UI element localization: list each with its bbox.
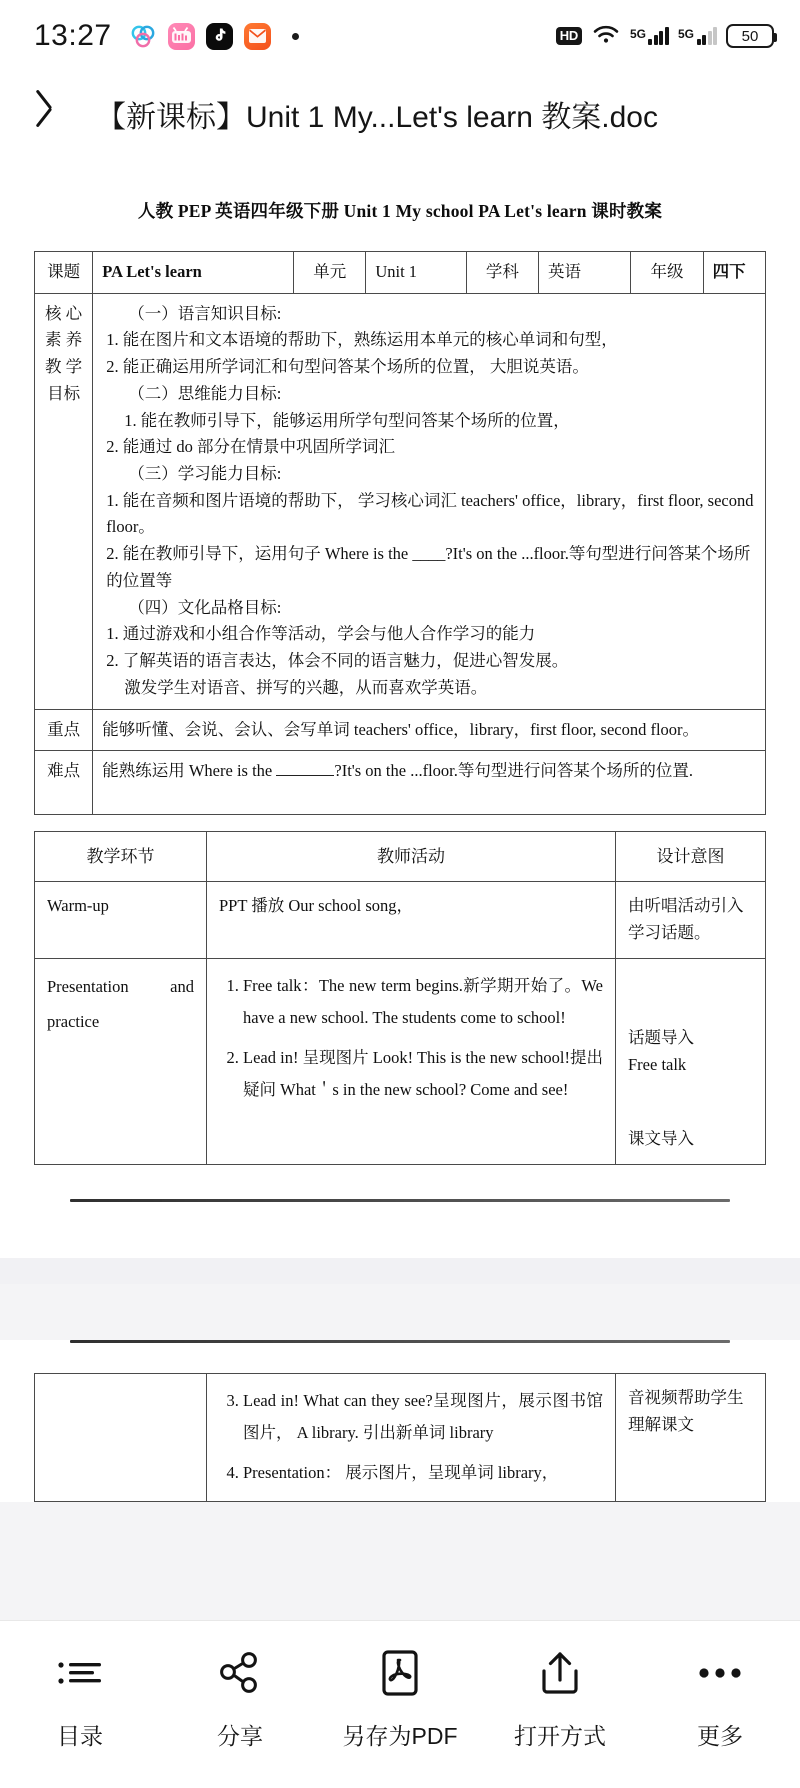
open-with-upload-icon bbox=[534, 1647, 586, 1699]
table-row bbox=[35, 252, 766, 294]
label-subject: 学科 bbox=[466, 252, 538, 294]
title-bar bbox=[0, 72, 800, 156]
stage-continued bbox=[35, 1374, 207, 1502]
activity-step-list-continued bbox=[243, 1385, 603, 1490]
activity-warmup: PPT 播放 Our school song， bbox=[207, 882, 616, 958]
list-item: 3. Lead in! What can they see?呈现图片，展示图书馆图片， A library. 引出新单词 library bbox=[243, 1385, 603, 1449]
objective-item: 2. 能正确运用所学词汇和句型问答某个场所的位置， 大胆说英语。 bbox=[106, 357, 589, 377]
activity-presentation bbox=[207, 958, 616, 1164]
more-dots-icon bbox=[694, 1647, 746, 1699]
intent-warmup bbox=[616, 882, 766, 958]
objectives-label-line-2: 素 养 bbox=[45, 330, 83, 350]
objective-item: 激发学生对语音、拼写的兴趣，从而喜欢学英语。 bbox=[124, 677, 488, 697]
toolbar-item-more[interactable] bbox=[653, 1647, 787, 1751]
activity-step-list bbox=[243, 970, 603, 1107]
stage-warmup: Warm-up bbox=[35, 882, 207, 958]
objective-item: 1. 通过游戏和小组合作等活动，学会与他人合作学习的能力 bbox=[106, 624, 536, 644]
objective-item: 1. 能在图片和文本语境的帮助下，熟练运用本单元的核心单词和句型， bbox=[106, 330, 618, 350]
objective-item: 2. 能通过 do 部分在情景中巩固所学词汇 bbox=[106, 437, 395, 457]
fill-blank-underline bbox=[276, 761, 334, 777]
table-row-objectives bbox=[35, 293, 766, 709]
objective-section-title: （四）文化品格目标: bbox=[128, 597, 282, 617]
objectives-label-line-1: 核 心 bbox=[45, 303, 83, 323]
intent-line: 课文导入 bbox=[628, 1129, 694, 1149]
document-page-2 bbox=[0, 1340, 800, 1502]
header-intent: 设计意图 bbox=[616, 831, 766, 882]
share-icon bbox=[214, 1647, 266, 1699]
bottom-toolbar bbox=[0, 1620, 800, 1788]
hd-voice-icon: HD bbox=[556, 27, 582, 45]
stage-presentation: Presentation and practice bbox=[35, 958, 207, 1164]
list-item: 1. Free talk：The new term begins.新学期开始了。We have a new school. The students come to school! bbox=[243, 970, 603, 1034]
intent-line: 音视频帮助学生 bbox=[628, 1388, 744, 1408]
intent-presentation bbox=[616, 958, 766, 1164]
difficult-point-text bbox=[93, 751, 766, 815]
status-notification-icons bbox=[130, 23, 299, 50]
key-point-label: 重点 bbox=[35, 709, 93, 751]
intent-line: 由听唱活动引入 bbox=[628, 896, 744, 916]
label-unit: 单元 bbox=[294, 252, 366, 294]
lesson-info-table bbox=[34, 251, 766, 815]
document-page-1 bbox=[0, 156, 800, 1258]
header-stage: 教学环节 bbox=[35, 831, 207, 882]
list-catalog-icon bbox=[54, 1647, 106, 1699]
wifi-icon bbox=[591, 22, 621, 51]
label-grade: 年级 bbox=[631, 252, 703, 294]
pdf-icon bbox=[374, 1647, 426, 1699]
label-topic: 课题 bbox=[35, 252, 93, 294]
status-system-icons bbox=[556, 22, 774, 51]
toolbar-item-save-pdf[interactable] bbox=[333, 1647, 467, 1751]
bilibili-app-icon bbox=[168, 23, 195, 50]
notification-dot-icon bbox=[292, 33, 299, 40]
intent-continued bbox=[616, 1374, 766, 1502]
table-header-row bbox=[35, 831, 766, 882]
objective-section-title: （三）学习能力目标: bbox=[128, 464, 282, 484]
back-chevron-icon[interactable] bbox=[40, 91, 74, 137]
key-point-text: 能够听懂、会说、会认、会写单词 teachers' office，library，first floor, second floor。 bbox=[93, 709, 766, 751]
toolbar-item-open-with[interactable] bbox=[493, 1647, 627, 1751]
list-item: 4. Presentation： 展示图片，呈现单词 library， bbox=[243, 1457, 603, 1489]
page-separator-gap bbox=[0, 1258, 800, 1284]
objectives-label-line-4: 目标 bbox=[47, 383, 81, 403]
table-row-difficult-point bbox=[35, 751, 766, 815]
document-viewport[interactable] bbox=[0, 156, 800, 1620]
header-activity: 教师活动 bbox=[207, 831, 616, 882]
intent-line: Free talk bbox=[628, 1054, 687, 1074]
procedure-table bbox=[34, 831, 766, 1165]
document-heading: 人教 PEP 英语四年级下册 Unit 1 My school PA Let's learn 课时教案 bbox=[137, 201, 663, 221]
toolbar-label-more: 更多 bbox=[697, 1723, 743, 1749]
document-title: 【新课标】Unit 1 My...Let's learn 教案.doc bbox=[96, 101, 658, 134]
list-item: 2. Lead in! 呈现图片 Look! This is the new school!提出疑问 What＇s in the new school? Come and see! bbox=[243, 1042, 603, 1106]
table-row-key-point bbox=[35, 709, 766, 751]
table-row-continued bbox=[35, 1374, 766, 1502]
signal-5g-secondary-icon: 5G bbox=[678, 27, 717, 45]
objective-section-title: （二）思维能力目标: bbox=[128, 383, 282, 403]
toolbar-label-save-pdf: 另存为PDF bbox=[342, 1723, 458, 1749]
value-unit: Unit 1 bbox=[366, 252, 466, 294]
objective-item: 2. 能在教师引导下，运用句子 Where is the ____?It's on the ...floor.等句型进行问答某个场所的位置等 bbox=[106, 544, 751, 590]
status-clock: 13:27 bbox=[34, 19, 112, 52]
objectives-row-label bbox=[35, 293, 93, 709]
difficult-point-label: 难点 bbox=[35, 751, 93, 815]
objectives-content bbox=[93, 293, 766, 709]
difficult-point-text-before: 能熟练运用 Where is the bbox=[102, 761, 277, 781]
value-subject: 英语 bbox=[539, 252, 631, 294]
objective-section-title: （一）语言知识目标: bbox=[128, 303, 282, 323]
signal-5g-primary-icon: 5G bbox=[630, 27, 669, 45]
difficult-point-text-after: ?It's on the ...floor.等句型进行问答某个场所的位置. bbox=[334, 761, 693, 781]
procedure-table-continued bbox=[34, 1373, 766, 1502]
table-row-presentation bbox=[35, 958, 766, 1164]
objective-item: 1. 能在音频和图片语境的帮助下， 学习核心词汇 teachers' office，library，first floor, second floor。 bbox=[106, 490, 754, 537]
objective-item: 2. 了解英语的语言表达，体会不同的语言魅力，促进心智发展。 bbox=[106, 651, 569, 671]
toolbar-label-share: 分享 bbox=[217, 1723, 263, 1749]
status-bar bbox=[0, 0, 800, 72]
intent-line: 话题导入 bbox=[628, 1027, 694, 1047]
cloud-app-icon bbox=[130, 23, 157, 50]
mail-app-icon bbox=[244, 23, 271, 50]
intent-line: 学习话题。 bbox=[628, 923, 711, 943]
intent-line: 理解课文 bbox=[628, 1414, 694, 1434]
toolbar-label-catalog: 目录 bbox=[57, 1723, 103, 1749]
activity-continued bbox=[207, 1374, 616, 1502]
battery-indicator: 50 bbox=[726, 24, 774, 48]
page-top-rule bbox=[70, 1340, 730, 1343]
value-grade: 四下 bbox=[703, 252, 765, 294]
value-topic: PA Let's learn bbox=[93, 252, 294, 294]
tiktok-app-icon bbox=[206, 23, 233, 50]
objective-item: 1. 能在教师引导下，能够运用所学句型问答某个场所的位置， bbox=[124, 410, 570, 430]
toolbar-label-open-with: 打开方式 bbox=[514, 1723, 606, 1749]
table-row-warmup bbox=[35, 882, 766, 958]
objectives-label-line-3: 教 学 bbox=[45, 357, 83, 377]
toolbar-item-catalog[interactable] bbox=[13, 1647, 147, 1751]
toolbar-item-share[interactable] bbox=[173, 1647, 307, 1751]
